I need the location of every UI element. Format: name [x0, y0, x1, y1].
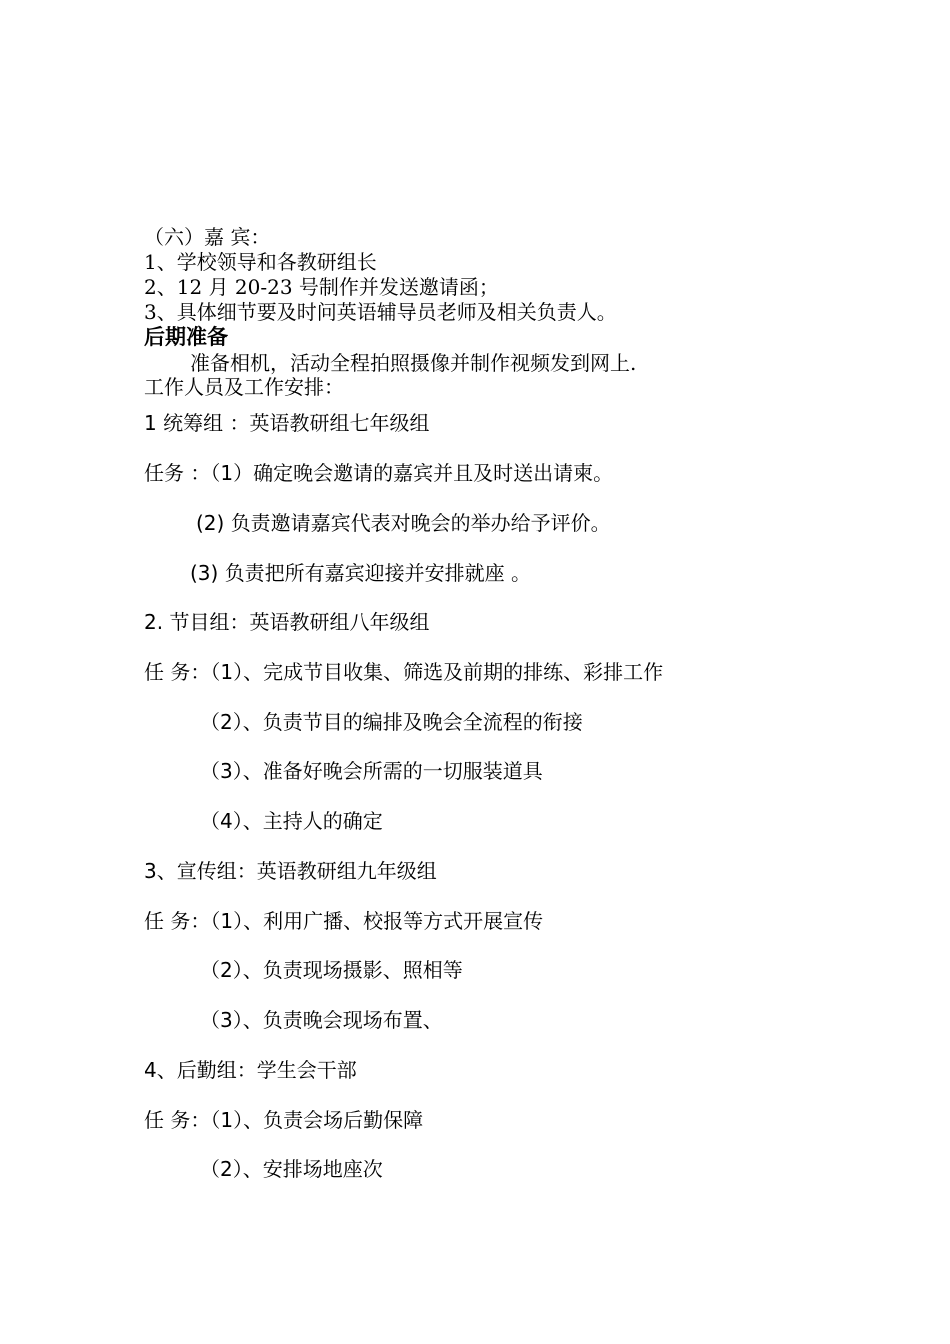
- group-3-tasks-label: 任 务：（1）、利用广播、校报等方式开展宣传: [144, 909, 544, 933]
- staff-title: 工作人员及工作安排：: [144, 375, 344, 399]
- group-1-task-2: (2) 负责邀请嘉宾代表对晚会的举办给予评价。: [196, 511, 611, 535]
- post-prep-text: 准备相机，活动全程拍照摄像并制作视频发到网上.: [190, 351, 637, 375]
- group-2-task-4: （4）、主持人的确定: [200, 809, 383, 833]
- group-4-task-2: （2）、安排场地座次: [200, 1157, 383, 1181]
- group-3-name: 3、宣传组：英语教研组九年级组: [144, 859, 437, 883]
- guests-title: （六）嘉 宾：: [144, 225, 271, 249]
- group-3-task-3: （3）、负责晚会现场布置、: [200, 1008, 443, 1032]
- group-2-tasks-label: 任 务：（1）、完成节目收集、筛选及前期的排练、彩排工作: [144, 660, 664, 684]
- group-1-name: 1 统筹组 ：英语教研组七年级组: [144, 411, 430, 435]
- guest-item-2: 2、12 月 20-23 号制作并发送邀请函；: [144, 275, 499, 299]
- post-prep-heading: 后期准备: [144, 325, 228, 349]
- group-4-tasks-label: 任 务：（1）、负责会场后勤保障: [144, 1108, 424, 1132]
- group-3-task-2: （2）、负责现场摄影、照相等: [200, 958, 463, 982]
- guest-item-3: 3、具体细节要及时问英语辅导员老师及相关负责人。: [144, 300, 617, 324]
- group-2-name: 2. 节目组：英语教研组八年级组: [144, 610, 430, 634]
- guest-item-1: 1、学校领导和各教研组长: [144, 250, 377, 274]
- group-2-task-3: （3）、准备好晚会所需的一切服装道具: [200, 759, 543, 783]
- group-2-task-2: （2）、负责节目的编排及晚会全流程的衔接: [200, 710, 583, 734]
- group-1-tasks-label: 任务 ：（1）确定晚会邀请的嘉宾并且及时送出请柬。: [144, 461, 614, 485]
- group-1-task-3: (3) 负责把所有嘉宾迎接并安排就座 。: [190, 561, 532, 585]
- group-4-name: 4、后勤组：学生会干部: [144, 1058, 357, 1082]
